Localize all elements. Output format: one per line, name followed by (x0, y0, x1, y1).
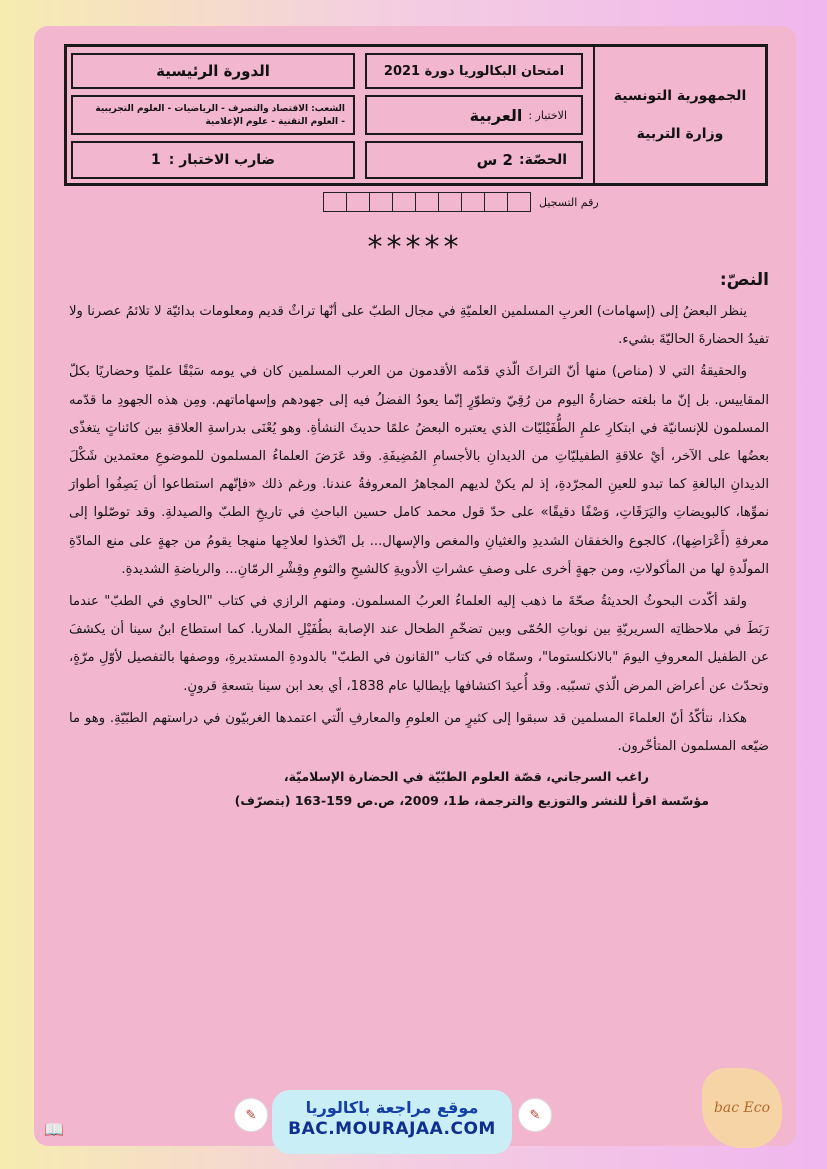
paragraph: ينظر البعضُ إلى (إسهامات) العربِ المسلمين العلميّةِ في مجال الطبّ على أنّها تراثٌ قديم ومعلومات بدائيّة لا تلائمُ عصرنا ولا تفيدُ الحضارةَ الحاليّةَ بشيء. (69, 304, 769, 348)
exam-page (34, 26, 796, 1146)
subject-cell (365, 95, 583, 135)
registration-digit-box[interactable] (369, 192, 393, 212)
exam-title: امتحان البكالوريا دورة 2021 (383, 63, 565, 79)
exam-header-table (64, 44, 768, 186)
bac-eco-logo-text: bac Eco (713, 1100, 771, 1116)
session-cell (71, 53, 355, 89)
book-icon: 📖 (44, 1120, 64, 1139)
coefficient-label: ضارب الاختبار : (168, 152, 276, 168)
registration-digit-box[interactable] (438, 192, 462, 212)
registration-digit-box[interactable] (461, 192, 485, 212)
registration-digit-box[interactable] (415, 192, 439, 212)
registration-number-row (324, 191, 599, 213)
registration-digit-box[interactable] (323, 192, 347, 212)
republic-label: الجمهورية التونسية (613, 88, 747, 104)
streams-cell (71, 95, 355, 135)
stars-separator: ***** (367, 230, 463, 265)
duration-label: الحصّة: (518, 152, 567, 168)
registration-digit-box[interactable] (507, 192, 531, 212)
session-label: الدورة الرئيسية (156, 62, 270, 80)
duration-cell (365, 141, 583, 179)
paragraph: والحقيقةُ التي لا (مناص) منها أنّ التراثَ الّذي قدّمه الأقدمون من العرب المسلمين كان في يومه سَبْقًا علميًا وحضاريًا بكلّ المقاييس. بل إنّ ما بلغته حضارةُ اليوم من رُقِيّ وتطوّرٍ إنّما يعودُ الفضلُ فيه إلى جهودهم وإسهاماتهم. ومِن هذه الجهودِ ما قدّمه المسلمون للإنسانيّة في ابتكارِ علمِ الطُّفَيْليّات الذي يعتبره البعضُ علمًا حديثَ النشأةِ. وهو يُعْنَى بدراسةِ العلاقةِ بين كائناتٍ يتغذّى بعضُها على الآخر، أيْ علاقةِ الطفيليّاتِ من الديدانِ بالأجسامِ المُضِيفَةِ. وقد عَرَضَ العلماءُ المسلمون للموضوعِ معتمدين شَكْلَ الديدانِ البالغةِ كما تبدو للعينِ المجرّدةِ، إذ لم يكنْ لديهم المجاهرُ المعروفةُ عندنا. ورغم ذلك «فإنّهم استطاعوا أن يَصِفُوا أطوارَ نموِّها، كالبويضاتِ واليَرَقَاتِ، وَصْفًا دقيقًا» على حدّ قول محمد كامل حسين الباحثِ في تاريخِ الطبّ والصيدلةِ. وقد توصّلوا إلى معرفةِ (أَعْرَاضِها)، كالجوع والخفقان الشديدِ والغثيانِ والمغص والإسهال... بل اتّخذوا لعلاجِها منهجا يقومُ من جهةٍ على منع المادّةِ المولّدةِ لها من المأكولاتِ، ومن جهةٍ أخرى على وصفِ عشراتِ الأدويةِ كالشيحِ والثومِ وقِشْرِ الرمّانِ... والرياضةِ الشديدةِ. (69, 364, 769, 577)
site-logo-right: ✎ (518, 1098, 552, 1132)
site-badge[interactable] (272, 1090, 512, 1154)
reference-publisher: مؤسّسة اقرأ للنشر والتوزيع والترجمة، ط1، 2009، ص.ص 159-163 (بتصرّف) (234, 793, 709, 809)
streams-line-1: الشعب: الاقتصاد والتصرف - الرياضيات - العلوم التجريبية (95, 103, 345, 114)
reference-author: راغب السرجاني، قصّة العلوم الطبّيّة في الحضارة الإسلاميّة، (283, 769, 649, 785)
registration-label: رقم التسجيل (539, 195, 599, 209)
paragraph: ولقد أكّدت البحوثُ الحديثةُ صحّةَ ما ذهب إليه العلماءُ العربُ المسلمون. ومنهم الرازي في كتاب "الحاوي في الطبّ" عندما رَبَطَ في ملاحظاتِه السريريّةِ بين نوباتِ الحُمّى وبين تضخّمِ الطحال عند الإصابة بطُفَيْلِ الملاريا. كما استطاع ابنُ سينا أن يكشفَ عن الطفيل المعروفِ اليومَ "بالانكلستوما"، وسمّاه في كتاب "القانون في الطبّ" بالدودةِ المستديرةِ، ووصفها بالتفصيل لأوّلِ مرّةٍ، وتحدّث عن أعراض المرض الّذي تسبّبه. وقد أُعيدَ اكتشافها بإيطاليا عام 1838، أي بعد ابن سينا بتسعةِ قرونٍ. (69, 594, 769, 694)
registration-digit-box[interactable] (346, 192, 370, 212)
ministry-cell (593, 47, 765, 183)
site-logo-left: ✎ (234, 1098, 268, 1132)
registration-digit-box[interactable] (392, 192, 416, 212)
subject-value: العربية (469, 105, 523, 125)
duration-value: 2 س (476, 151, 513, 169)
text-heading: النصّ: (719, 270, 769, 290)
bac-eco-logo (702, 1068, 782, 1148)
streams-line-2: - العلوم التقنية - علوم الإعلامية (205, 116, 345, 127)
subject-label: الاختبار : (528, 108, 567, 122)
exam-title-cell (365, 53, 583, 89)
coefficient-value: 1 (150, 152, 161, 168)
exam-text (69, 270, 769, 813)
registration-digit-box[interactable] (484, 192, 508, 212)
ministry-label: وزارة التربية (636, 126, 724, 142)
site-url[interactable]: BAC.MOURAJAA.COM (288, 1119, 496, 1139)
site-arabic-name: موقع مراجعة باكالوريا (305, 1098, 479, 1117)
coefficient-cell (71, 141, 355, 179)
paragraph: هكذا، نتأكّدُ أنّ العلماءَ المسلمين قد سبقوا إلى كثيرٍ من العلومِ والمعارفِ الّتي اعتمدها الغربيّون في دراستهم الطبّيّةِ. وهو ما ضيّعه المسلمون المتأخّرون. (69, 710, 769, 755)
